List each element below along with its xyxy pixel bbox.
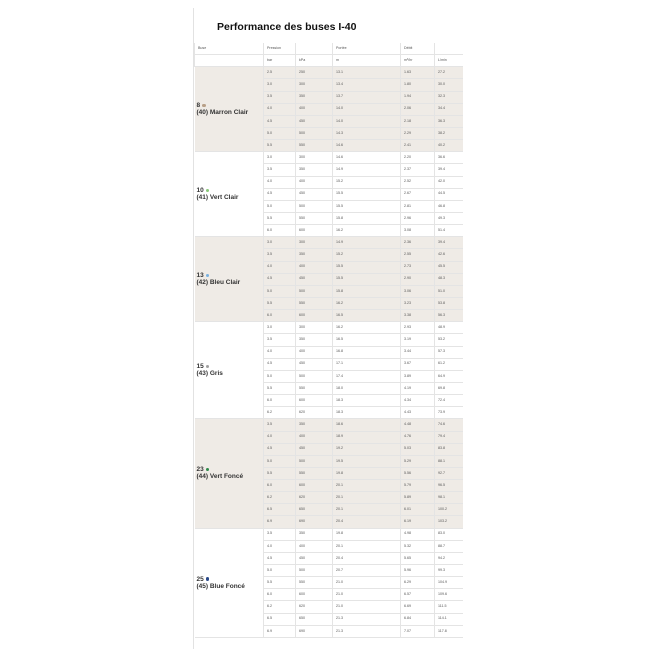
- flow-m3hr: 3.19: [401, 334, 435, 346]
- pressure-kpa: 300: [296, 237, 333, 249]
- pressure-kpa: 550: [296, 467, 333, 479]
- pressure-kpa: 450: [296, 443, 333, 455]
- flow-lmin: 79.4: [435, 431, 463, 443]
- flow-lmin: 56.3: [435, 310, 463, 322]
- pressure-kpa: 600: [296, 310, 333, 322]
- pressure-bar: 4.5: [264, 443, 296, 455]
- flow-lmin: 38.2: [435, 127, 463, 139]
- flow-lmin: 39.4: [435, 237, 463, 249]
- flow-m3hr: 3.06: [401, 285, 435, 297]
- range-m: 20.4: [333, 516, 401, 528]
- pressure-kpa: 350: [296, 528, 333, 540]
- range-m: 14.9: [333, 237, 401, 249]
- flow-m3hr: 6.29: [401, 577, 435, 589]
- flow-lmin: 94.2: [435, 552, 463, 564]
- table-row: [195, 152, 463, 164]
- pressure-kpa: 550: [296, 212, 333, 224]
- range-m: 16.5: [333, 334, 401, 346]
- range-m: 14.0: [333, 103, 401, 115]
- range-m: 19.8: [333, 528, 401, 540]
- flow-m3hr: 3.08: [401, 225, 435, 237]
- flow-lmin: 88.1: [435, 455, 463, 467]
- range-m: 15.8: [333, 285, 401, 297]
- pressure-bar: 3.0: [264, 152, 296, 164]
- flow-m3hr: 5.79: [401, 480, 435, 492]
- range-m: 14.3: [333, 127, 401, 139]
- pressure-bar: 5.5: [264, 577, 296, 589]
- flow-m3hr: 5.03: [401, 443, 435, 455]
- range-m: 19.2: [333, 443, 401, 455]
- flow-m3hr: 6.01: [401, 504, 435, 516]
- pressure-bar: 2.5: [264, 67, 296, 79]
- pressure-kpa: 350: [296, 419, 333, 431]
- flow-m3hr: 2.96: [401, 212, 435, 224]
- nozzle-number: 25: [197, 576, 264, 583]
- range-m: 14.6: [333, 140, 401, 152]
- pressure-bar: 6.2: [264, 407, 296, 419]
- flow-m3hr: 2.81: [401, 200, 435, 212]
- pressure-bar: 6.9: [264, 516, 296, 528]
- page-title: Performance des buses I-40: [217, 21, 357, 33]
- flow-m3hr: 3.38: [401, 310, 435, 322]
- flow-lmin: 32.3: [435, 91, 463, 103]
- nozzle-label: [195, 67, 264, 152]
- range-m: 15.5: [333, 200, 401, 212]
- pressure-bar: 6.5: [264, 613, 296, 625]
- flow-lmin: 103.2: [435, 516, 463, 528]
- pressure-kpa: 400: [296, 346, 333, 358]
- nozzle-number: 23: [197, 466, 264, 473]
- pressure-bar: 4.5: [264, 358, 296, 370]
- color-dot-icon: [206, 365, 210, 369]
- flow-m3hr: 2.29: [401, 127, 435, 139]
- pressure-kpa: 600: [296, 480, 333, 492]
- flow-lmin: 27.2: [435, 67, 463, 79]
- flow-lmin: 109.6: [435, 589, 463, 601]
- pressure-kpa: 650: [296, 613, 333, 625]
- pressure-kpa: 550: [296, 297, 333, 309]
- flow-m3hr: 6.84: [401, 613, 435, 625]
- pressure-kpa: 550: [296, 577, 333, 589]
- pressure-bar: 4.5: [264, 552, 296, 564]
- range-m: 15.5: [333, 188, 401, 200]
- range-m: 18.9: [333, 431, 401, 443]
- pressure-bar: 6.2: [264, 601, 296, 613]
- pressure-bar: 6.2: [264, 492, 296, 504]
- flow-lmin: 40.2: [435, 140, 463, 152]
- pressure-kpa: 690: [296, 516, 333, 528]
- range-m: 14.0: [333, 115, 401, 127]
- flow-m3hr: 2.90: [401, 273, 435, 285]
- pressure-bar: 3.0: [264, 237, 296, 249]
- column-header: m³/hr: [401, 55, 435, 67]
- performance-table: [194, 43, 463, 638]
- flow-lmin: 42.6: [435, 249, 463, 261]
- range-m: 21.0: [333, 589, 401, 601]
- range-m: 20.4: [333, 552, 401, 564]
- pressure-bar: 5.5: [264, 212, 296, 224]
- range-m: 21.3: [333, 625, 401, 637]
- pressure-kpa: 450: [296, 273, 333, 285]
- flow-lmin: 49.3: [435, 212, 463, 224]
- pressure-bar: 4.5: [264, 273, 296, 285]
- range-m: 15.2: [333, 249, 401, 261]
- pressure-kpa: 400: [296, 261, 333, 273]
- nozzle-number: 10: [197, 187, 264, 194]
- flow-lmin: 42.0: [435, 176, 463, 188]
- flow-lmin: 34.4: [435, 103, 463, 115]
- flow-lmin: 92.7: [435, 467, 463, 479]
- pressure-kpa: 500: [296, 565, 333, 577]
- pressure-kpa: 600: [296, 589, 333, 601]
- nozzle-number: 8: [197, 102, 264, 109]
- pressure-kpa: 500: [296, 200, 333, 212]
- range-m: 13.4: [333, 79, 401, 91]
- flow-lmin: 46.8: [435, 200, 463, 212]
- table-row: [195, 237, 463, 249]
- flow-lmin: 48.3: [435, 273, 463, 285]
- pressure-kpa: 500: [296, 285, 333, 297]
- flow-m3hr: 2.55: [401, 249, 435, 261]
- pressure-bar: 5.0: [264, 200, 296, 212]
- flow-m3hr: 4.48: [401, 419, 435, 431]
- nozzle-number: 13: [197, 272, 264, 279]
- pressure-bar: 3.5: [264, 249, 296, 261]
- pressure-bar: 3.5: [264, 528, 296, 540]
- flow-m3hr: 1.63: [401, 67, 435, 79]
- pressure-kpa: 300: [296, 322, 333, 334]
- range-m: 20.1: [333, 492, 401, 504]
- range-m: 21.3: [333, 613, 401, 625]
- column-header: bar: [264, 55, 296, 67]
- pressure-kpa: 550: [296, 140, 333, 152]
- pressure-bar: 6.0: [264, 480, 296, 492]
- pressure-kpa: 400: [296, 103, 333, 115]
- column-header: [195, 55, 264, 67]
- range-m: 18.3: [333, 395, 401, 407]
- pressure-bar: 4.0: [264, 261, 296, 273]
- nozzle-name: (45) Blue Foncé: [196, 582, 245, 590]
- pressure-bar: 3.5: [264, 334, 296, 346]
- flow-lmin: 51.0: [435, 285, 463, 297]
- flow-lmin: 88.7: [435, 540, 463, 552]
- pressure-bar: 5.5: [264, 140, 296, 152]
- pressure-bar: 6.0: [264, 395, 296, 407]
- flow-m3hr: 4.76: [401, 431, 435, 443]
- nozzle-name: (44) Vert Foncé: [196, 473, 244, 481]
- nozzle-label: [195, 152, 264, 237]
- column-header: m: [333, 55, 401, 67]
- range-m: 18.6: [333, 419, 401, 431]
- flow-m3hr: 2.67: [401, 188, 435, 200]
- flow-m3hr: 3.67: [401, 358, 435, 370]
- column-header: [435, 43, 463, 55]
- flow-lmin: 36.3: [435, 115, 463, 127]
- pressure-kpa: 400: [296, 176, 333, 188]
- pressure-kpa: 400: [296, 431, 333, 443]
- pressure-bar: 3.0: [264, 322, 296, 334]
- flow-m3hr: 2.52: [401, 176, 435, 188]
- column-header: Pression: [264, 43, 296, 55]
- flow-lmin: 98.1: [435, 492, 463, 504]
- pressure-bar: 3.0: [264, 79, 296, 91]
- range-m: 15.2: [333, 176, 401, 188]
- performance-sheet: [193, 8, 462, 649]
- flow-lmin: 51.4: [435, 225, 463, 237]
- flow-m3hr: 5.96: [401, 565, 435, 577]
- flow-m3hr: 7.07: [401, 625, 435, 637]
- pressure-bar: 4.0: [264, 346, 296, 358]
- flow-lmin: 83.8: [435, 443, 463, 455]
- table-row: [195, 528, 463, 540]
- range-m: 20.1: [333, 540, 401, 552]
- flow-m3hr: 5.56: [401, 467, 435, 479]
- pressure-kpa: 620: [296, 601, 333, 613]
- pressure-kpa: 600: [296, 225, 333, 237]
- pressure-bar: 5.5: [264, 297, 296, 309]
- range-m: 14.9: [333, 164, 401, 176]
- flow-m3hr: 2.93: [401, 322, 435, 334]
- flow-lmin: 48.9: [435, 322, 463, 334]
- flow-m3hr: 4.98: [401, 528, 435, 540]
- pressure-bar: 4.0: [264, 431, 296, 443]
- flow-lmin: 53.8: [435, 297, 463, 309]
- nozzle-name: (40) Marron Clair: [196, 109, 249, 117]
- flow-m3hr: 1.80: [401, 79, 435, 91]
- nozzle-number: 15: [197, 363, 264, 370]
- header-row: [195, 43, 463, 55]
- column-header: [296, 43, 333, 55]
- flow-lmin: 69.8: [435, 382, 463, 394]
- flow-m3hr: 3.23: [401, 297, 435, 309]
- pressure-bar: 5.5: [264, 467, 296, 479]
- pressure-kpa: 620: [296, 492, 333, 504]
- range-m: 15.5: [333, 261, 401, 273]
- range-m: 21.0: [333, 577, 401, 589]
- pressure-kpa: 620: [296, 407, 333, 419]
- flow-lmin: 100.2: [435, 504, 463, 516]
- nozzle-name: (42) Bleu Clair: [196, 279, 241, 287]
- range-m: 16.2: [333, 225, 401, 237]
- flow-m3hr: 2.06: [401, 103, 435, 115]
- range-m: 15.8: [333, 212, 401, 224]
- range-m: 19.8: [333, 467, 401, 479]
- range-m: 14.6: [333, 152, 401, 164]
- pressure-bar: 5.0: [264, 127, 296, 139]
- column-header: L/min: [435, 55, 463, 67]
- color-dot-icon: [206, 189, 210, 193]
- pressure-kpa: 500: [296, 455, 333, 467]
- flow-lmin: 96.5: [435, 480, 463, 492]
- flow-lmin: 74.6: [435, 419, 463, 431]
- nozzle-label: [195, 528, 264, 637]
- pressure-bar: 5.0: [264, 565, 296, 577]
- pressure-kpa: 400: [296, 540, 333, 552]
- range-m: 20.7: [333, 565, 401, 577]
- flow-lmin: 117.8: [435, 625, 463, 637]
- flow-m3hr: 4.19: [401, 382, 435, 394]
- pressure-kpa: 300: [296, 152, 333, 164]
- column-header: kPa: [296, 55, 333, 67]
- pressure-bar: 5.0: [264, 285, 296, 297]
- flow-m3hr: 2.36: [401, 237, 435, 249]
- table-row: [195, 322, 463, 334]
- flow-m3hr: 2.20: [401, 152, 435, 164]
- flow-lmin: 83.0: [435, 528, 463, 540]
- table-row: [195, 419, 463, 431]
- flow-lmin: 45.5: [435, 261, 463, 273]
- pressure-kpa: 690: [296, 625, 333, 637]
- range-m: 19.5: [333, 455, 401, 467]
- pressure-kpa: 450: [296, 115, 333, 127]
- pressure-bar: 4.0: [264, 176, 296, 188]
- range-m: 17.4: [333, 370, 401, 382]
- flow-m3hr: 5.89: [401, 492, 435, 504]
- pressure-bar: 6.0: [264, 225, 296, 237]
- flow-m3hr: 6.69: [401, 601, 435, 613]
- pressure-bar: 6.0: [264, 310, 296, 322]
- pressure-bar: 6.5: [264, 504, 296, 516]
- nozzle-name: (43) Gris: [196, 370, 223, 378]
- flow-m3hr: 2.41: [401, 140, 435, 152]
- table-row: [195, 67, 463, 79]
- range-m: 16.8: [333, 346, 401, 358]
- flow-m3hr: 6.57: [401, 589, 435, 601]
- range-m: 15.5: [333, 273, 401, 285]
- pressure-kpa: 350: [296, 91, 333, 103]
- pressure-kpa: 650: [296, 504, 333, 516]
- range-m: 18.0: [333, 382, 401, 394]
- pressure-bar: 4.0: [264, 103, 296, 115]
- flow-lmin: 104.9: [435, 577, 463, 589]
- flow-m3hr: 5.32: [401, 540, 435, 552]
- pressure-bar: 6.9: [264, 625, 296, 637]
- color-dot-icon: [206, 468, 210, 472]
- flow-m3hr: 2.18: [401, 115, 435, 127]
- pressure-kpa: 450: [296, 188, 333, 200]
- pressure-kpa: 350: [296, 249, 333, 261]
- flow-lmin: 39.4: [435, 164, 463, 176]
- flow-lmin: 73.9: [435, 407, 463, 419]
- flow-lmin: 64.9: [435, 370, 463, 382]
- flow-lmin: 53.2: [435, 334, 463, 346]
- flow-m3hr: 4.34: [401, 395, 435, 407]
- flow-lmin: 61.2: [435, 358, 463, 370]
- flow-m3hr: 4.43: [401, 407, 435, 419]
- flow-lmin: 30.0: [435, 79, 463, 91]
- pressure-kpa: 600: [296, 395, 333, 407]
- pressure-kpa: 450: [296, 552, 333, 564]
- color-dot-icon: [206, 274, 210, 278]
- pressure-kpa: 350: [296, 164, 333, 176]
- range-m: 13.1: [333, 67, 401, 79]
- color-dot-icon: [202, 104, 206, 108]
- flow-lmin: 99.3: [435, 565, 463, 577]
- range-m: 13.7: [333, 91, 401, 103]
- range-m: 20.1: [333, 480, 401, 492]
- range-m: 17.1: [333, 358, 401, 370]
- flow-lmin: 72.4: [435, 395, 463, 407]
- nozzle-name: (41) Vert Clair: [196, 194, 239, 202]
- nozzle-label: [195, 237, 264, 322]
- pressure-kpa: 250: [296, 67, 333, 79]
- color-dot-icon: [206, 577, 210, 581]
- pressure-kpa: 450: [296, 358, 333, 370]
- pressure-bar: 5.5: [264, 382, 296, 394]
- flow-lmin: 57.3: [435, 346, 463, 358]
- header-row: [195, 55, 463, 67]
- pressure-bar: 5.0: [264, 455, 296, 467]
- pressure-bar: 4.5: [264, 188, 296, 200]
- range-m: 18.3: [333, 407, 401, 419]
- flow-m3hr: 2.73: [401, 261, 435, 273]
- column-header: Buse: [195, 43, 264, 55]
- flow-m3hr: 5.29: [401, 455, 435, 467]
- flow-m3hr: 2.37: [401, 164, 435, 176]
- flow-lmin: 44.5: [435, 188, 463, 200]
- flow-m3hr: 1.94: [401, 91, 435, 103]
- pressure-kpa: 350: [296, 334, 333, 346]
- pressure-kpa: 500: [296, 127, 333, 139]
- flow-m3hr: 6.19: [401, 516, 435, 528]
- pressure-bar: 3.5: [264, 91, 296, 103]
- nozzle-label: [195, 419, 264, 528]
- range-m: 21.0: [333, 601, 401, 613]
- column-header: Portée: [333, 43, 401, 55]
- column-header: Débit: [401, 43, 435, 55]
- flow-lmin: 111.5: [435, 601, 463, 613]
- range-m: 20.1: [333, 504, 401, 516]
- range-m: 16.2: [333, 297, 401, 309]
- flow-m3hr: 3.44: [401, 346, 435, 358]
- pressure-kpa: 300: [296, 79, 333, 91]
- pressure-bar: 3.5: [264, 164, 296, 176]
- flow-m3hr: 5.65: [401, 552, 435, 564]
- flow-lmin: 114.1: [435, 613, 463, 625]
- nozzle-label: [195, 322, 264, 419]
- pressure-bar: 6.0: [264, 589, 296, 601]
- flow-lmin: 36.6: [435, 152, 463, 164]
- pressure-kpa: 500: [296, 370, 333, 382]
- flow-m3hr: 3.89: [401, 370, 435, 382]
- pressure-bar: 3.5: [264, 419, 296, 431]
- pressure-bar: 4.0: [264, 540, 296, 552]
- pressure-bar: 4.5: [264, 115, 296, 127]
- pressure-kpa: 550: [296, 382, 333, 394]
- range-m: 16.2: [333, 322, 401, 334]
- pressure-bar: 5.0: [264, 370, 296, 382]
- range-m: 16.5: [333, 310, 401, 322]
